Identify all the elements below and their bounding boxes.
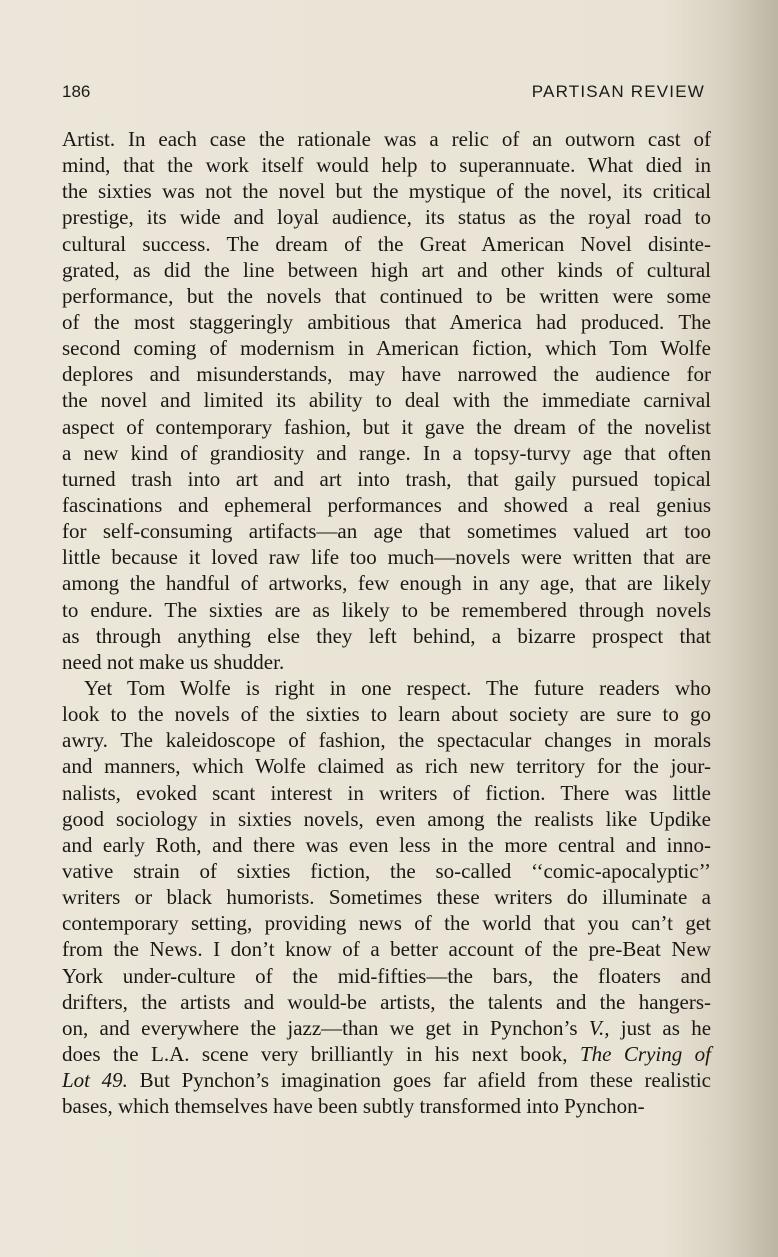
text-line: writers or black humorists. Sometimes these writers do illuminate a [62, 885, 711, 910]
running-head: PARTISAN REVIEW [531, 82, 705, 101]
text-line: as through anything else they left behind, a bizarre prospect that [62, 623, 711, 648]
text-line: the novel and limited its ability to deal with the immediate carnival [62, 388, 711, 413]
text-line [62, 1015, 711, 1041]
text-line: bases, which themselves have been subtly transformed into Pynchon- [62, 1094, 645, 1119]
text-line: contemporary setting, providing news of the world that you can’t get [62, 911, 711, 936]
text-line: good sociology in sixties novels, even among the realists like Updike [62, 806, 711, 831]
text-line: look to the novels of the sixties to learn about society are sure to go [62, 702, 711, 727]
text-line: need not make us shudder. [62, 649, 285, 674]
text-fragment: on, and everywhere the jazz—than we get in Pynchon’s [62, 1015, 578, 1040]
text-line: awry. The kaleidoscope of fashion, the spectacular changes in morals [62, 728, 711, 753]
text-line: and manners, which Wolfe claimed as rich new territory for the jour- [62, 754, 711, 779]
body-text [62, 126, 711, 1119]
text-line: performance, but the novels that continued to be written were some [62, 283, 711, 308]
text-line: little because it loved raw life too much—novels were written that are [62, 545, 711, 570]
text-line: a new kind of grandiosity and range. In a topsy-turvy age that often [62, 440, 711, 465]
text-fragment: But Pynchon’s imagination goes far afield from these realistic [127, 1068, 712, 1093]
text-line: from the News. I don’t know of a better account of the pre-Beat New [62, 937, 711, 962]
text-line: vative strain of sixties fiction, the so-called ‘‘comic-apocalyptic’’ [62, 858, 711, 883]
text-line: the sixties was not the novel but the mystique of the novel, its critical [62, 179, 711, 204]
text-line: prestige, its wide and loyal audience, its status as the royal road to [62, 205, 711, 230]
text-line: fascinations and ephemeral performances and showed a real genius [62, 492, 711, 517]
text-line: grated, as did the line between high art and other kinds of cultural [62, 257, 711, 282]
book-title-v: V., [588, 1015, 610, 1040]
text-line: aspect of contemporary fashion, but it gave the dream of the novelist [62, 414, 711, 439]
text-line: and early Roth, and there was even less in the more central and inno- [62, 832, 711, 857]
text-line: among the handful of artworks, few enough in any age, that are likely [62, 571, 711, 596]
page-number: 186 [62, 82, 91, 101]
text-fragment: does the L.A. scene very brilliantly in his next book, [62, 1041, 568, 1066]
book-title-lot-49: Lot 49. [62, 1068, 128, 1093]
text-line: for self-consuming artifacts—an age that sometimes valued art too [62, 519, 711, 544]
text-line: mind, that the work itself would help to superannuate. What died in [62, 153, 711, 178]
page-header [62, 82, 705, 104]
text-line: York under-culture of the mid-fifties—the bars, the floaters and [62, 963, 711, 988]
text-line [62, 1041, 711, 1067]
text-line: to endure. The sixties are as likely to be remembered through novels [62, 597, 711, 622]
text-line: nalists, evoked scant interest in writers of fiction. There was little [62, 780, 711, 805]
text-line [62, 1067, 711, 1093]
text-line: drifters, the artists and would-be artists, the talents and the hangers- [62, 989, 711, 1014]
text-line: Yet Tom Wolfe is right in one respect. The future readers who [84, 675, 711, 700]
text-line: turned trash into art and art into trash, that gaily pursued topical [62, 466, 711, 491]
text-line: second coming of modernism in American fiction, which Tom Wolfe [62, 336, 711, 361]
text-line: deplores and misunderstands, may have narrowed the audience for [62, 362, 711, 387]
text-fragment: just as he [620, 1015, 712, 1040]
text-line: cultural success. The dream of the Great American Novel disinte- [62, 231, 711, 256]
text-line: of the most staggeringly ambitious that America had produced. The [62, 309, 711, 334]
text-line: Artist. In each case the rationale was a relic of an outworn cast of [62, 127, 711, 151]
book-title-crying-of-lot-49: The Crying of [579, 1041, 711, 1066]
